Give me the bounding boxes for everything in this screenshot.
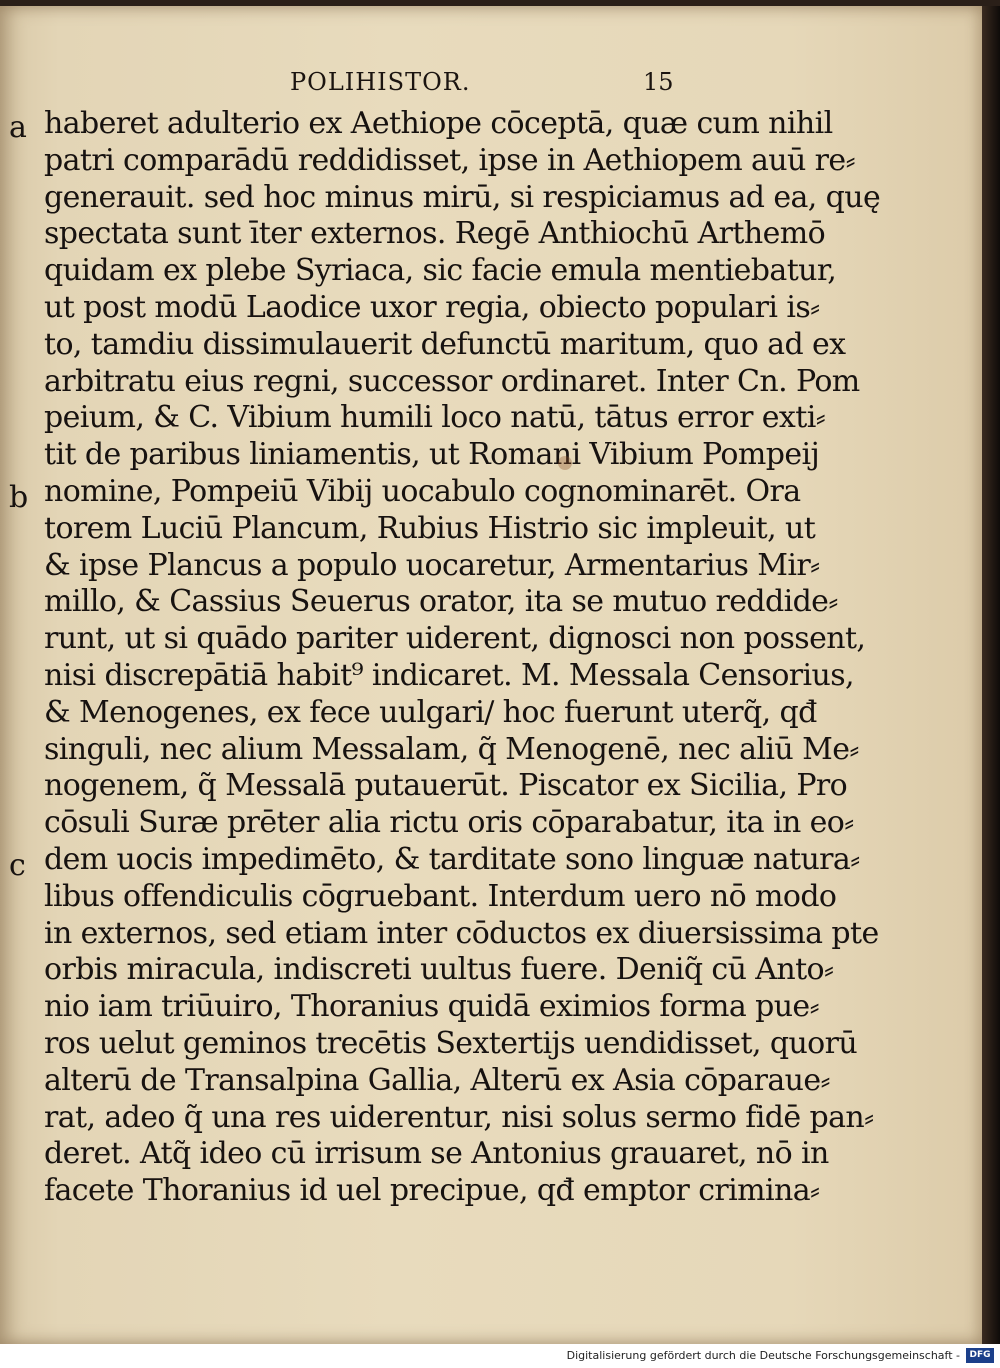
text-line: alterū de Transalpina Gallia, Alterū ex Asia cōparaue⸗ <box>44 1062 830 1098</box>
text-line: millo, & Cassius Seuerus orator, ita se mutuo reddide⸗ <box>44 584 838 620</box>
marginal-letter-b: b <box>9 480 29 515</box>
paper-stain <box>558 456 572 470</box>
text-line: libus offendiculis cōgruebant. Interdum uero nō modo <box>44 878 837 914</box>
page-edge-shadow <box>982 6 1000 1344</box>
text-line: tit de paribus liniamentis, ut Romani Vibium Pompeij <box>44 437 820 473</box>
marginal-letter-c: c <box>9 848 26 883</box>
text-line: generauit. sed hoc minus mirū, si respiciamus ad ea, quę <box>44 179 881 215</box>
text-line: deret. Atq̃ ideo cū irrisum se Antonius grauaret, nō in <box>44 1136 829 1172</box>
text-line: runt, ut si quādo pariter uiderent, dignosci non possent, <box>44 621 866 657</box>
text-line: arbitratu eius regni, successor ordinaret. Inter Cn. Pom <box>44 363 860 399</box>
text-line: ut post modū Laodice uxor regia, obiecto populari is⸗ <box>44 289 820 325</box>
text-line: torem Luciū Plancum, Rubius Histrio sic impleuit, ut <box>44 510 816 546</box>
text-line: rat, adeo q̃ una res uiderentur, nisi solus sermo fidē pan⸗ <box>44 1099 874 1135</box>
text-line: & Menogenes, ex fece uulgari/ hoc fuerunt uterq̃, qđ <box>44 694 817 730</box>
text-line: & ipse Plancus a populo uocaretur, Armentarius Mir⸗ <box>44 547 820 583</box>
text-line: peium, & C. Vibium humili loco natū, tātus error exti⸗ <box>44 400 826 436</box>
text-line: cōsuli Suræ prēter alia rictu oris cōparabatur, ita in eo⸗ <box>44 805 854 841</box>
text-line: in externos, sed etiam inter cōductos ex diuersissima pte <box>44 915 879 951</box>
page-number: 15 <box>643 68 674 96</box>
book-page <box>0 6 982 1344</box>
text-line: patri comparādū reddidisset, ipse in Aethiopem auū re⸗ <box>44 142 855 178</box>
body-text <box>44 106 881 1210</box>
dfg-logo: DFG <box>966 1348 994 1363</box>
text-line: singuli, nec alium Messalam, q̃ Menogenē, nec aliū Me⸗ <box>44 731 859 767</box>
footer-credit-text: Digitalisierung gefördert durch die Deutsche Forschungsgemeinschaft - <box>566 1349 960 1362</box>
text-line: haberet adulterio ex Aethiope cōceptā, quæ cum nihil <box>44 106 833 141</box>
text-line: nogenem, q̃ Messalā putauerūt. Piscator ex Sicilia, Pro <box>44 768 848 804</box>
running-head <box>0 68 982 108</box>
marginal-letter-a: a <box>9 110 27 145</box>
text-line: to, tamdiu dissimulauerit defunctū maritum, quo ad ex <box>44 326 846 362</box>
text-line: quidam ex plebe Syriaca, sic facie emula mentiebatur, <box>44 253 837 289</box>
text-line: ros uelut geminos trecētis Sextertijs uendidisset, quorū <box>44 1025 858 1061</box>
text-line: orbis miracula, indiscreti uultus fuere. Deniq̃ cū Anto⸗ <box>44 952 834 988</box>
running-title: POLIHISTOR. <box>290 68 471 96</box>
text-line: nio iam triūuiro, Thoranius quidā eximios forma pue⸗ <box>44 989 819 1025</box>
text-line: dem uocis impedimēto, & tarditate sono linguæ natura⸗ <box>44 841 860 877</box>
text-line: nisi discrepātiā habit⁹ indicaret. M. Messala Censorius, <box>44 657 854 693</box>
text-line: spectata sunt īter externos. Regē Anthiochū Arthemō <box>44 216 826 252</box>
digitization-footer <box>0 1344 1000 1368</box>
text-line: nomine, Pompeiū Vibij uocabulo cognominarēt. Ora <box>44 473 801 509</box>
text-line: facete Thoranius id uel precipue, qđ emptor crimina⸗ <box>44 1173 820 1209</box>
